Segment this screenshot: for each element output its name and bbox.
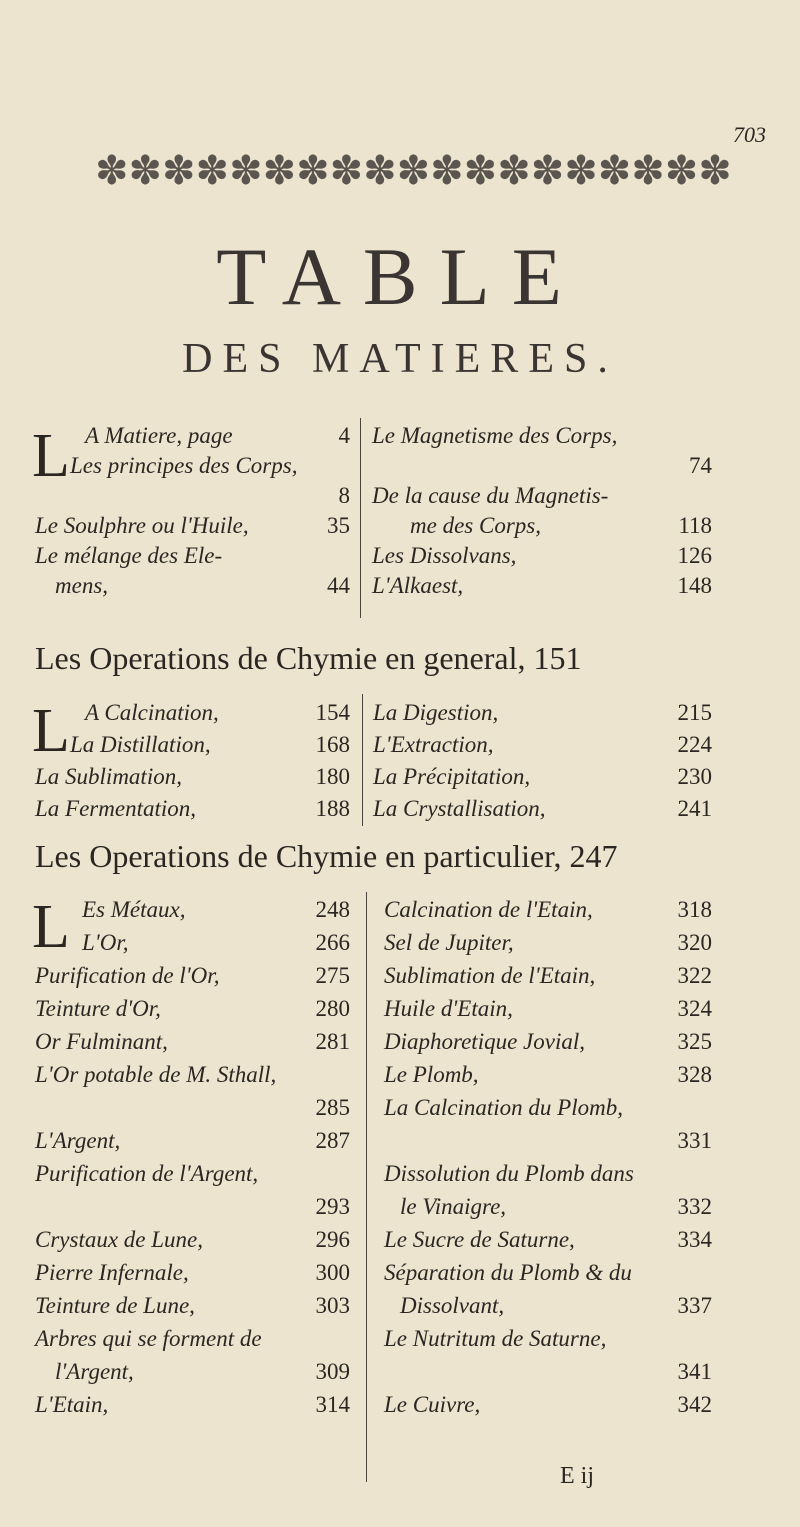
- page-reference: 314: [315, 1392, 350, 1417]
- index-entry: Purification de l'Or,: [35, 963, 220, 988]
- index-entry: Pierre Infernale,: [35, 1260, 189, 1285]
- page-reference: 126: [677, 543, 712, 568]
- page-reference: 180: [315, 764, 350, 789]
- drop-cap-initial: L: [32, 893, 70, 961]
- page-number: 703: [733, 122, 766, 147]
- ornament-glyph: ✽: [631, 148, 665, 193]
- index-entry: La Fermentation,: [35, 796, 196, 821]
- index-entry: La Digestion,: [373, 700, 499, 725]
- section-heading-particular: Les Operations de Chymie en particulier, 247: [35, 838, 618, 874]
- index-entry: Séparation du Plomb & du: [384, 1260, 632, 1285]
- page-reference: 188: [315, 796, 350, 821]
- page-reference: 224: [677, 732, 712, 757]
- index-entry: La Distillation,: [70, 732, 211, 757]
- page-reference: 337: [677, 1293, 712, 1318]
- page-reference: 248: [315, 897, 350, 922]
- index-entry: Les Dissolvans,: [372, 543, 517, 568]
- index-entry: De la cause du Magnetis-: [372, 483, 609, 508]
- ornament-glyph: ✽: [698, 148, 732, 193]
- page-reference: 281: [315, 1029, 350, 1054]
- index-entry: Teinture de Lune,: [35, 1293, 195, 1318]
- page-reference: 4: [338, 423, 350, 448]
- page-subtitle: DES MATIERES.: [182, 336, 618, 382]
- page-reference: 342: [677, 1392, 712, 1417]
- index-entry: La Sublimation,: [35, 764, 182, 789]
- page-reference: 318: [677, 897, 712, 922]
- index-entry: Les principes des Corps,: [70, 453, 298, 478]
- ornament-glyph: ✽: [195, 148, 230, 193]
- index-entry: Le Magnetisme des Corps,: [372, 423, 618, 448]
- drop-cap-initial: L: [32, 697, 70, 765]
- ornament-glyph: ✽: [564, 148, 598, 193]
- index-entry: Le Plomb,: [384, 1062, 479, 1087]
- page-reference: 44: [327, 573, 350, 598]
- index-entry: mens,: [55, 573, 109, 598]
- index-entry: Le Soulphre ou l'Huile,: [35, 513, 249, 538]
- index-entry: Calcination de l'Etain,: [384, 897, 593, 922]
- index-entry: L'Alkaest,: [372, 573, 464, 598]
- index-entry: Or Fulminant,: [35, 1029, 168, 1054]
- ornament-glyph: ✽: [128, 148, 163, 193]
- index-entry: La Calcination du Plomb,: [384, 1095, 623, 1120]
- index-entry: Huile d'Etain,: [384, 996, 513, 1021]
- ornament-glyph: ✽: [229, 148, 263, 193]
- index-entry: L'Or potable de M. Sthall,: [35, 1062, 277, 1087]
- index-entry: La Crystallisation,: [373, 796, 546, 821]
- ornament-glyph: ✽: [497, 148, 531, 193]
- page-reference: 296: [315, 1227, 350, 1252]
- index-entry: Sel de Jupiter,: [384, 930, 514, 955]
- index-entry: l'Argent,: [55, 1359, 134, 1384]
- page-reference: 324: [677, 996, 712, 1021]
- index-entry: Le mélange des Ele-: [35, 543, 223, 568]
- ornament-glyph: ✽: [162, 148, 196, 193]
- index-entry: L'Etain,: [35, 1392, 109, 1417]
- page-reference: 309: [315, 1359, 350, 1384]
- index-entry: me des Corps,: [410, 513, 541, 538]
- index-entry: Crystaux de Lune,: [35, 1227, 204, 1252]
- page-reference: 241: [677, 796, 712, 821]
- ornament-glyph: ✽: [329, 148, 364, 193]
- index-entry: La Précipitation,: [373, 764, 531, 789]
- ornament-glyph: ✽: [430, 148, 464, 193]
- page-reference: 287: [315, 1128, 350, 1153]
- index-entry: Purification de l'Argent,: [35, 1161, 259, 1186]
- catchword: E ij: [560, 1463, 594, 1489]
- page-reference: 275: [315, 963, 350, 988]
- page-reference: 322: [677, 963, 712, 988]
- page-reference: 325: [677, 1029, 712, 1054]
- ornament-glyph: ✽: [296, 148, 330, 193]
- page-reference: 215: [677, 700, 712, 725]
- index-entry: Dissolvant,: [400, 1293, 505, 1318]
- ornament-glyph: ✽: [262, 148, 297, 193]
- index-entry: A Matiere, page: [85, 423, 233, 448]
- index-entry: L'Argent,: [35, 1128, 121, 1153]
- page-reference: 168: [315, 732, 350, 757]
- page-reference: 320: [677, 930, 712, 955]
- page-reference: 293: [315, 1194, 350, 1219]
- ornament-glyph: ✽: [463, 148, 498, 193]
- index-entry: Le Cuivre,: [384, 1392, 481, 1417]
- index-entry: L'Extraction,: [373, 732, 494, 757]
- page-reference: 331: [677, 1128, 712, 1153]
- index-entry: Sublimation de l'Etain,: [384, 963, 596, 988]
- ornament-glyph: ✽: [664, 148, 699, 193]
- page-reference: 285: [315, 1095, 350, 1120]
- page-reference: 230: [677, 764, 712, 789]
- index-entry: Arbres qui se forment de: [35, 1326, 262, 1351]
- page-reference: 280: [315, 996, 350, 1021]
- page-reference: 154: [315, 700, 350, 725]
- index-entry: Teinture d'Or,: [35, 996, 161, 1021]
- drop-cap-initial: L: [32, 422, 70, 490]
- column-rule: [360, 418, 361, 618]
- page-reference: 300: [315, 1260, 350, 1285]
- index-entry: L'Or,: [82, 930, 129, 955]
- column-rule: [362, 694, 363, 826]
- index-entry: Le Nutritum de Saturne,: [384, 1326, 607, 1351]
- page-reference: 341: [677, 1359, 712, 1384]
- page-title: TABLE: [216, 231, 584, 322]
- index-entry: A Calcination,: [85, 700, 219, 725]
- index-entry: Le Sucre de Saturne,: [384, 1227, 575, 1252]
- page-reference: 74: [689, 453, 712, 478]
- section-heading-general: Les Operations de Chymie en general, 151: [35, 640, 582, 676]
- page-reference: 35: [327, 513, 350, 538]
- index-entry: Es Métaux,: [82, 897, 186, 922]
- page-reference: 266: [315, 930, 350, 955]
- ornament-band: [95, 147, 732, 195]
- page-reference: 334: [677, 1227, 712, 1252]
- index-entry: Dissolution du Plomb dans: [384, 1161, 634, 1186]
- page-reference: 8: [338, 483, 350, 508]
- page-reference: 118: [678, 513, 712, 538]
- page-reference: 148: [677, 573, 712, 598]
- ornament-glyph: ✽: [597, 148, 632, 193]
- index-entry: Diaphoretique Jovial,: [384, 1029, 585, 1054]
- ornament-glyph: ✽: [363, 148, 397, 193]
- page-reference: 303: [315, 1293, 350, 1318]
- page-reference: 328: [677, 1062, 712, 1087]
- ornament-glyph: ✽: [95, 148, 129, 193]
- index-entry: le Vinaigre,: [400, 1194, 507, 1219]
- ornament-glyph: ✽: [396, 148, 431, 193]
- page-reference: 332: [677, 1194, 712, 1219]
- ornament-glyph: ✽: [530, 148, 565, 193]
- column-rule: [366, 892, 367, 1482]
